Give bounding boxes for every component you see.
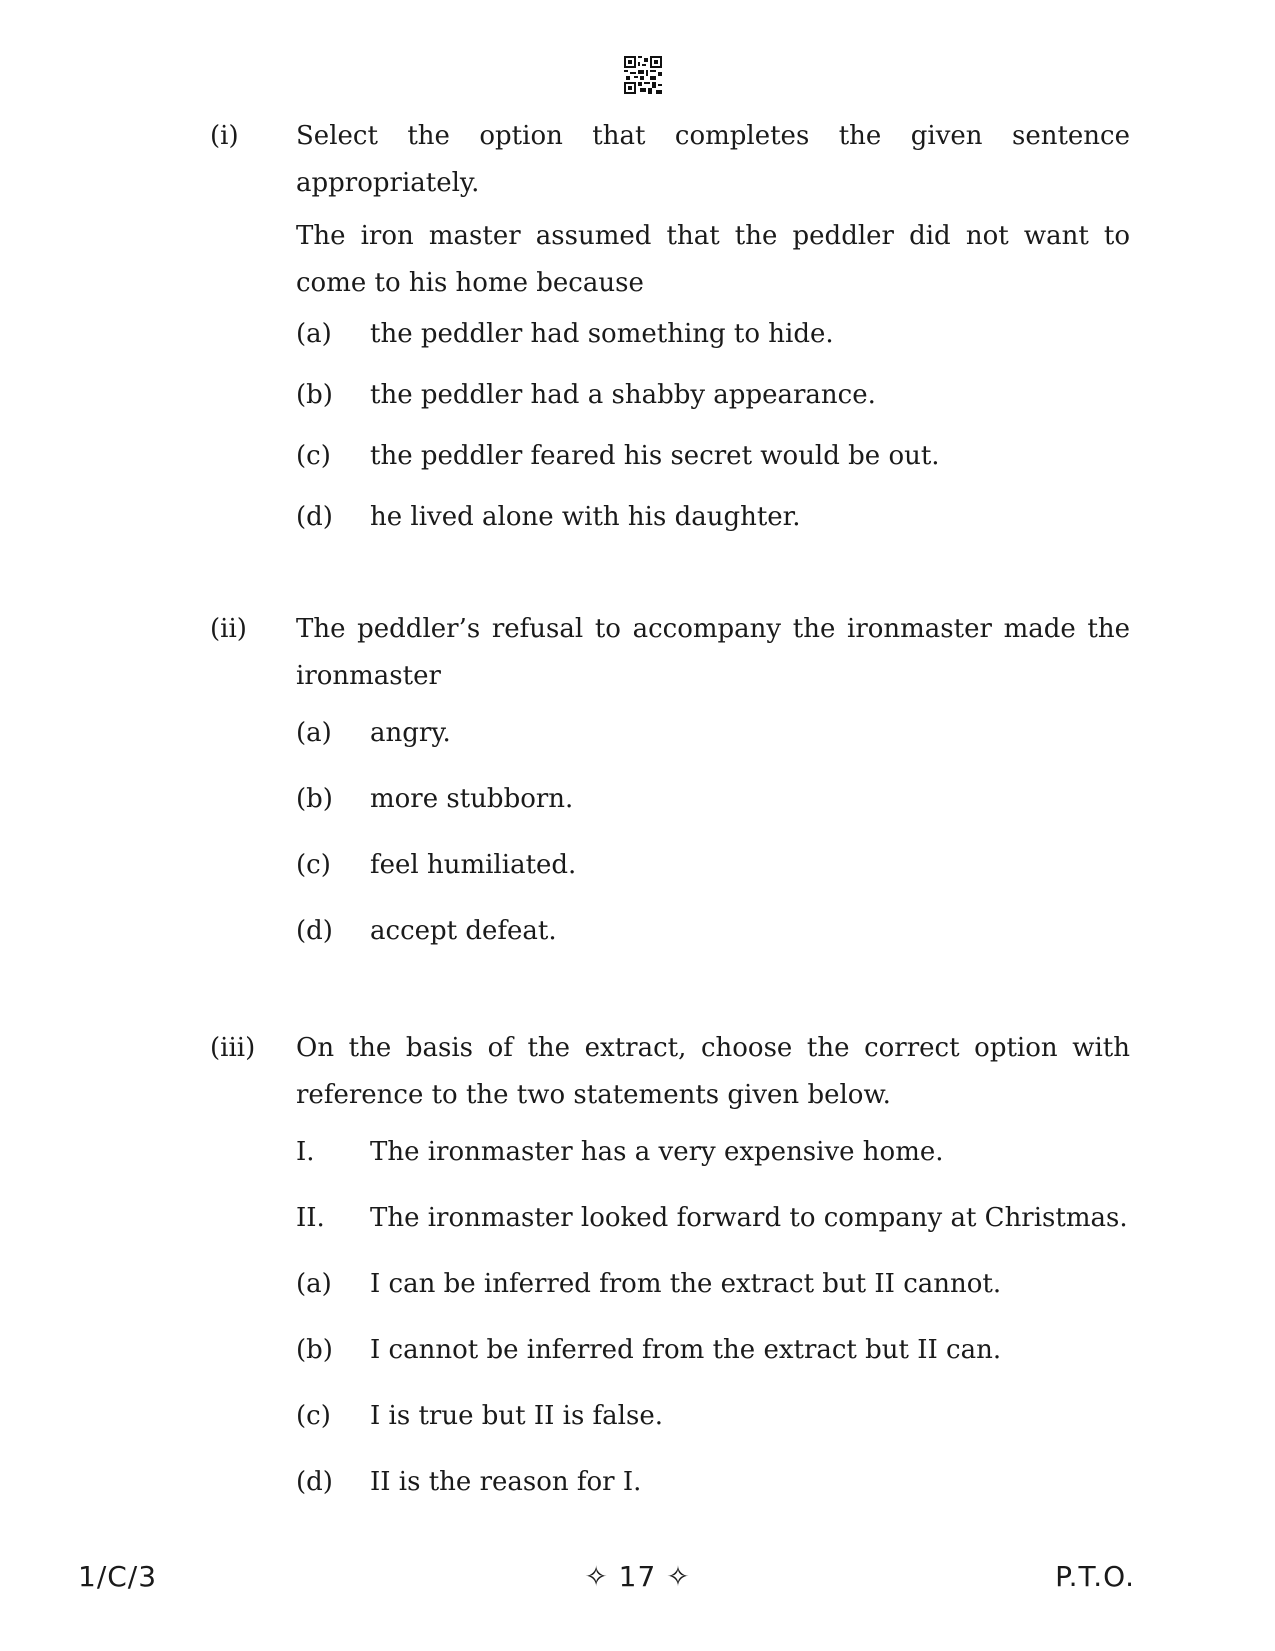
option-d — [296, 1467, 1130, 1497]
option-b — [296, 1335, 1130, 1365]
option-label: (c) — [296, 850, 331, 880]
option-list — [296, 718, 1130, 946]
page-number: ✧ 17 ✧ — [584, 1560, 691, 1593]
option-d — [296, 916, 1130, 946]
option-label: (d) — [296, 916, 333, 946]
statement-text: The ironmaster looked forward to company at Christmas. — [370, 1203, 1128, 1233]
option-text: he lived alone with his daughter. — [370, 502, 801, 532]
option-c — [296, 441, 1130, 471]
statement-label: II. — [296, 1203, 325, 1233]
option-text: I cannot be inferred from the extract but II can. — [370, 1335, 1002, 1365]
question-3 — [210, 1025, 1130, 1533]
option-list — [296, 1137, 1130, 1497]
option-label: (a) — [296, 1269, 332, 1299]
statement-2 — [296, 1203, 1130, 1233]
option-text: angry. — [370, 718, 451, 748]
option-c — [296, 850, 1130, 880]
option-text: accept defeat. — [370, 916, 557, 946]
paper-code: 1/C/3 — [78, 1560, 158, 1593]
option-list — [296, 319, 1130, 532]
statement-label: I. — [296, 1137, 315, 1167]
question-number: (iii) — [210, 1033, 256, 1063]
option-text: more stubborn. — [370, 784, 574, 814]
question-stem: The iron master assumed that the peddler did not want to come to his home because — [296, 221, 1130, 298]
question-2 — [210, 606, 1130, 982]
statement-1 — [296, 1137, 1130, 1167]
question-prompt: Select the option that completes the given sentence appropriately. — [296, 121, 1130, 198]
option-label: (a) — [296, 718, 332, 748]
statement-text: The ironmaster has a very expensive home. — [370, 1137, 944, 1167]
option-label: (b) — [296, 784, 333, 814]
option-label: (c) — [296, 1401, 331, 1431]
question-number: (ii) — [210, 614, 247, 644]
option-label: (a) — [296, 319, 332, 349]
question-1 — [210, 113, 1130, 563]
option-text: the peddler had a shabby appearance. — [370, 380, 876, 410]
option-a — [296, 1269, 1130, 1299]
option-label: (c) — [296, 441, 331, 471]
option-text: the peddler had something to hide. — [370, 319, 834, 349]
option-text: I is true but II is false. — [370, 1401, 663, 1431]
option-text: II is the reason for I. — [370, 1467, 642, 1497]
option-b — [296, 784, 1130, 814]
question-stem: The peddler’s refusal to accompany the ironmaster made the ironmaster — [296, 614, 1130, 691]
qr-code-icon — [624, 56, 662, 94]
option-a — [296, 319, 1130, 349]
option-label: (d) — [296, 502, 333, 532]
option-label: (b) — [296, 380, 333, 410]
option-c — [296, 1401, 1130, 1431]
please-turn-over: P.T.O. — [1055, 1560, 1135, 1593]
option-d — [296, 502, 1130, 532]
question-number: (i) — [210, 121, 239, 151]
option-text: feel humiliated. — [370, 850, 577, 880]
option-text: I can be inferred from the extract but II cannot. — [370, 1269, 1002, 1299]
question-stem: On the basis of the extract, choose the correct option with reference to the two statements given below. — [296, 1033, 1130, 1110]
option-b — [296, 380, 1130, 410]
option-label: (d) — [296, 1467, 333, 1497]
option-text: the peddler feared his secret would be out. — [370, 441, 940, 471]
option-a — [296, 718, 1130, 748]
option-label: (b) — [296, 1335, 333, 1365]
